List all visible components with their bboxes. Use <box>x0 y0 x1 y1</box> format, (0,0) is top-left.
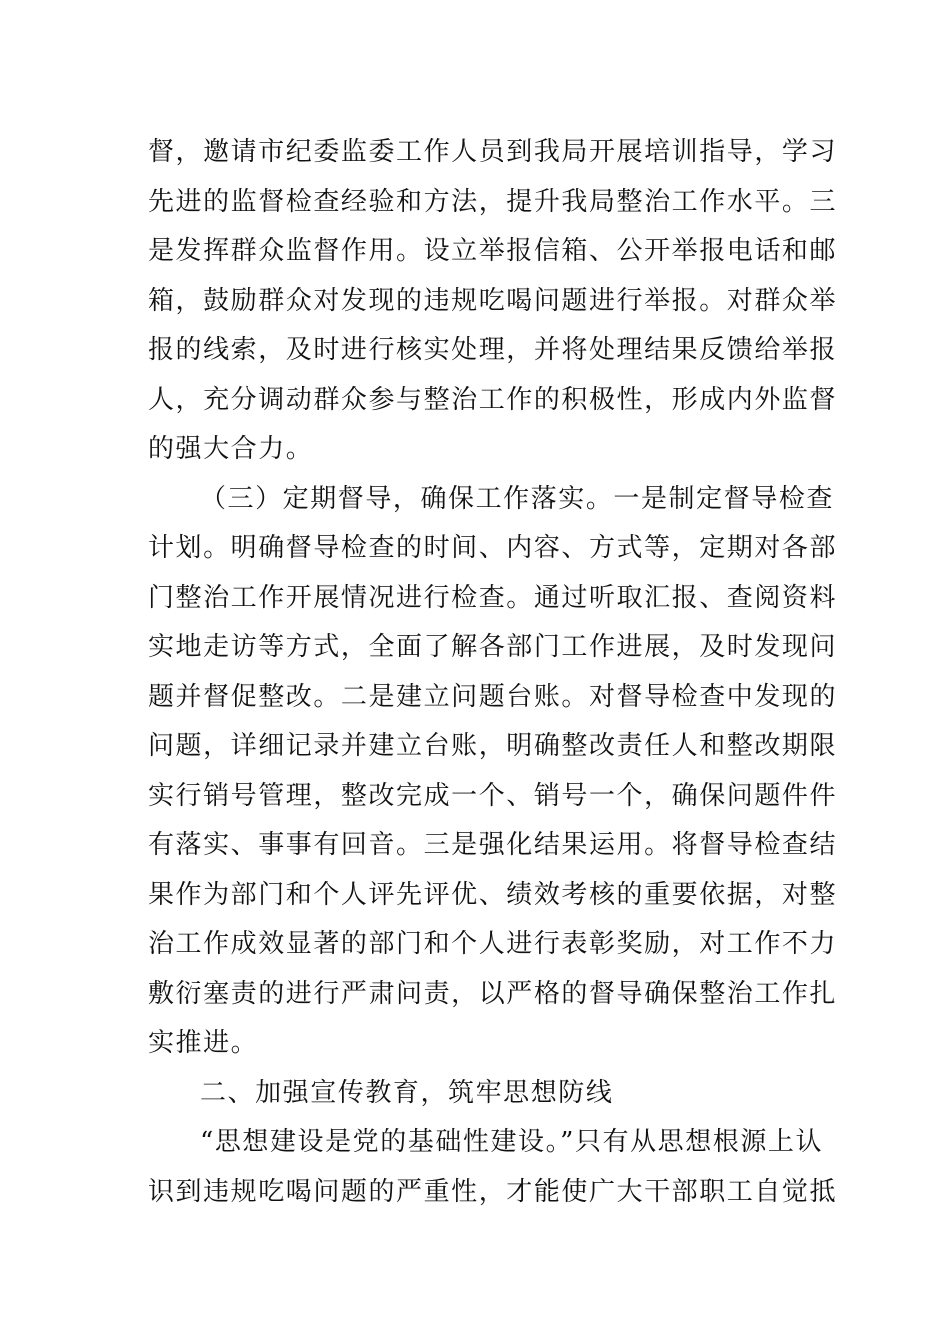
text-line: 敷衍塞责的进行严肃问责，以严格的督导确保整治工作扎 <box>148 978 838 1009</box>
text-line: 报的线索，及时进行核实处理，并将处理结果反馈给举报 <box>148 335 838 365</box>
text-line: 实行销号管理，整改完成一个、销号一个，确保问题件件 <box>148 780 838 811</box>
section-heading-line: （三）定期督导，确保工作落实。一是制定督导检查 <box>200 483 834 514</box>
text-line: 督，邀请市纪委监委工作人员到我局开展培训指导，学习 <box>148 137 838 167</box>
text-line: 计划。明确督导检查的时间、内容、方式等，定期对各部 <box>148 533 838 563</box>
text-line: “思想建设是党的基础性建设。”只有从思想根源上认 <box>200 1127 824 1157</box>
text-line: 果作为部门和个人评先评优、绩效考核的重要依据，对整 <box>148 879 838 910</box>
text-line: 箱，鼓励群众对发现的违规吃喝问题进行举报。对群众举 <box>148 285 838 316</box>
text-line: 人，充分调动群众参与整治工作的积极性，形成内外监督 <box>148 384 838 415</box>
body-text <box>148 128 838 1217</box>
text-line: 治工作成效显著的部门和个人进行表彰奖励，对工作不力 <box>148 929 838 959</box>
text-line: 题并督促整改。二是建立问题台账。对督导检查中发现的 <box>148 681 838 712</box>
heading: 二、加强宣传教育，筑牢思想防线 <box>200 1077 614 1108</box>
text-line: 问题，详细记录并建立台账，明确整改责任人和整改期限 <box>148 731 838 761</box>
text-line: 实地走访等方式，全面了解各部门工作进展，及时发现问 <box>148 632 838 662</box>
text-line: 有落实、事事有回音。三是强化结果运用。将督导检查结 <box>148 830 838 860</box>
text-line: 实推进。 <box>148 1028 259 1058</box>
text-line: 门整治工作开展情况进行检查。通过听取汇报、查阅资料 <box>148 582 838 613</box>
text-line: 识到违规吃喝问题的严重性，才能使广大干部职工自觉抵 <box>148 1176 838 1207</box>
text-line: 是发挥群众监督作用。设立举报信箱、公开举报电话和邮 <box>148 236 838 266</box>
text-line: 的强大合力。 <box>148 434 314 464</box>
text-line: 先进的监督检查经验和方法，提升我局整治工作水平。三 <box>148 186 838 217</box>
